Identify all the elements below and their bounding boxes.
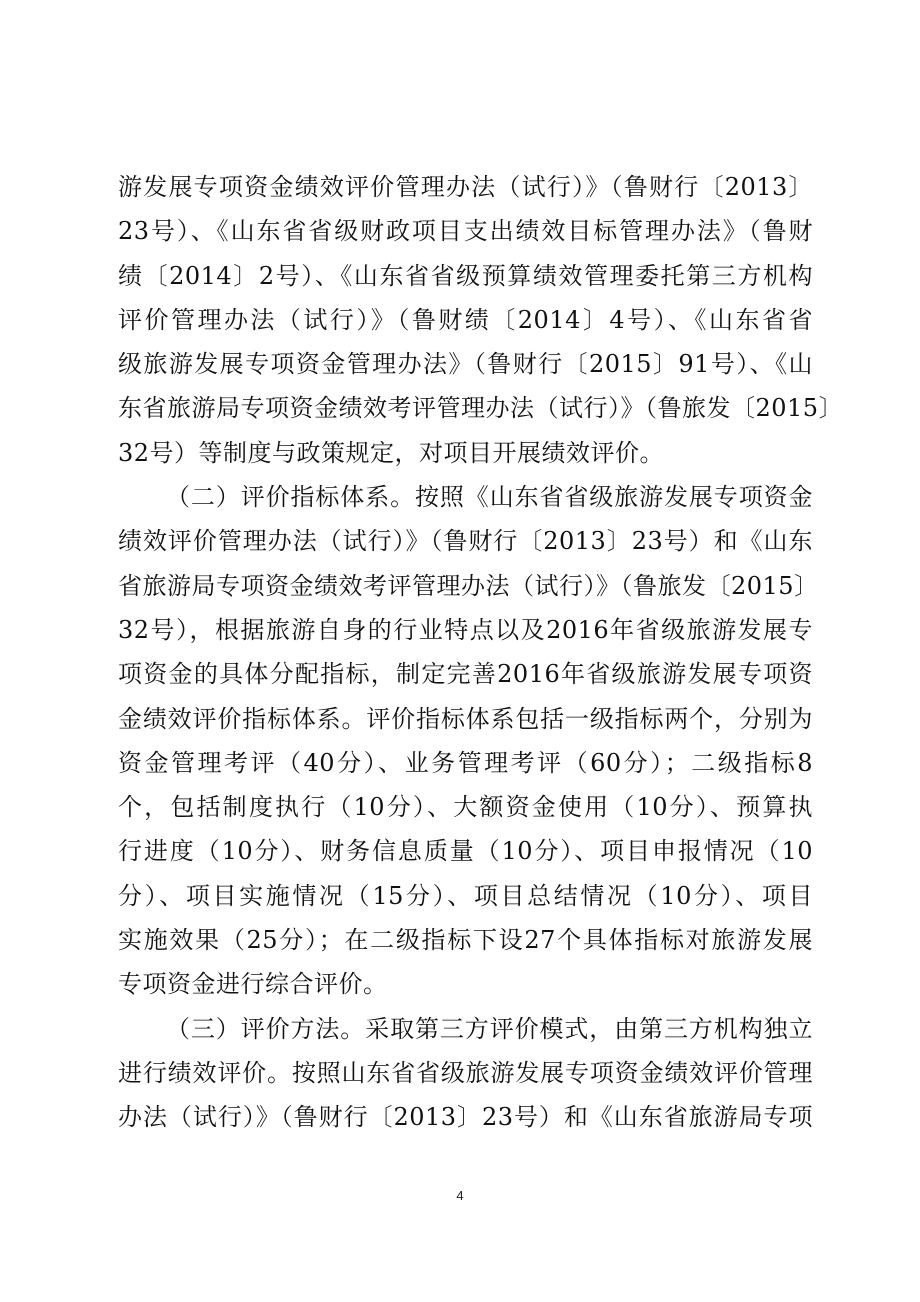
text-line: 专项资金进行综合评价。	[118, 970, 388, 999]
text-line: 32号）等制度与政策规定，对项目开展绩效评价。	[118, 438, 665, 467]
text-line: 资金管理考评（40分）、业务管理考评（60分）；二级指标8	[118, 748, 813, 777]
text-line: 办法（试行）》（鲁财行〔2013〕23号）和《山东省旅游局专项	[118, 1103, 813, 1132]
text-line: 评价管理办法（试行）》（鲁财绩〔2014〕4号）、《山东省省	[118, 305, 813, 334]
paragraph	[118, 475, 819, 1007]
text-line: 级旅游发展专项资金管理办法》（鲁财行〔2015〕91号）、《山	[118, 350, 813, 379]
text-line: 绩〔2014〕2号）、《山东省省级预算绩效管理委托第三方机构	[118, 261, 813, 290]
text-line: 实施效果（25分）；在二级指标下设27个具体指标对旅游发展	[118, 926, 813, 955]
text-line: 游发展专项资金绩效评价管理办法（试行）》（鲁财行〔2013〕	[118, 173, 813, 201]
text-line: 进行绩效评价。按照山东省省级旅游发展专项资金绩效评价管理	[118, 1058, 813, 1087]
page-number: 4	[456, 1188, 464, 1203]
document-body	[118, 165, 844, 1140]
text-line: 分）、项目实施情况（15分）、项目总结情况（10分）、项目	[118, 881, 813, 910]
text-line: 金绩效评价指标体系。评价指标体系包括一级指标两个，分别为	[118, 704, 813, 733]
text-line: 项资金的具体分配指标，制定完善2016年省级旅游发展专项资	[118, 660, 813, 689]
text-line: 行进度（10分）、财务信息质量（10分）、项目申报情况（10	[118, 837, 813, 866]
text-line: 23号）、《山东省省级财政项目支出绩效目标管理办法》（鲁财	[118, 217, 813, 246]
text-line: 个，包括制度执行（10分）、大额资金使用（10分）、预算执	[118, 793, 813, 822]
text-line: 32号），根据旅游自身的行业特点以及2016年省级旅游发展专	[118, 615, 813, 644]
paragraph	[118, 1007, 813, 1140]
text-line: （三）评价方法。采取第三方评价模式，由第三方机构独立	[166, 1014, 813, 1043]
text-line: 东省旅游局专项资金绩效考评管理办法（试行）》（鲁旅发〔2015〕	[118, 394, 844, 423]
text-line: 绩效评价管理办法（试行）》（鲁财行〔2013〕23号）和《山东	[118, 527, 813, 556]
paragraph	[118, 165, 844, 475]
text-line: 省旅游局专项资金绩效考评管理办法（试行）》（鲁旅发〔2015〕	[118, 571, 819, 600]
text-line: （二）评价指标体系。按照《山东省省级旅游发展专项资金	[166, 483, 813, 512]
